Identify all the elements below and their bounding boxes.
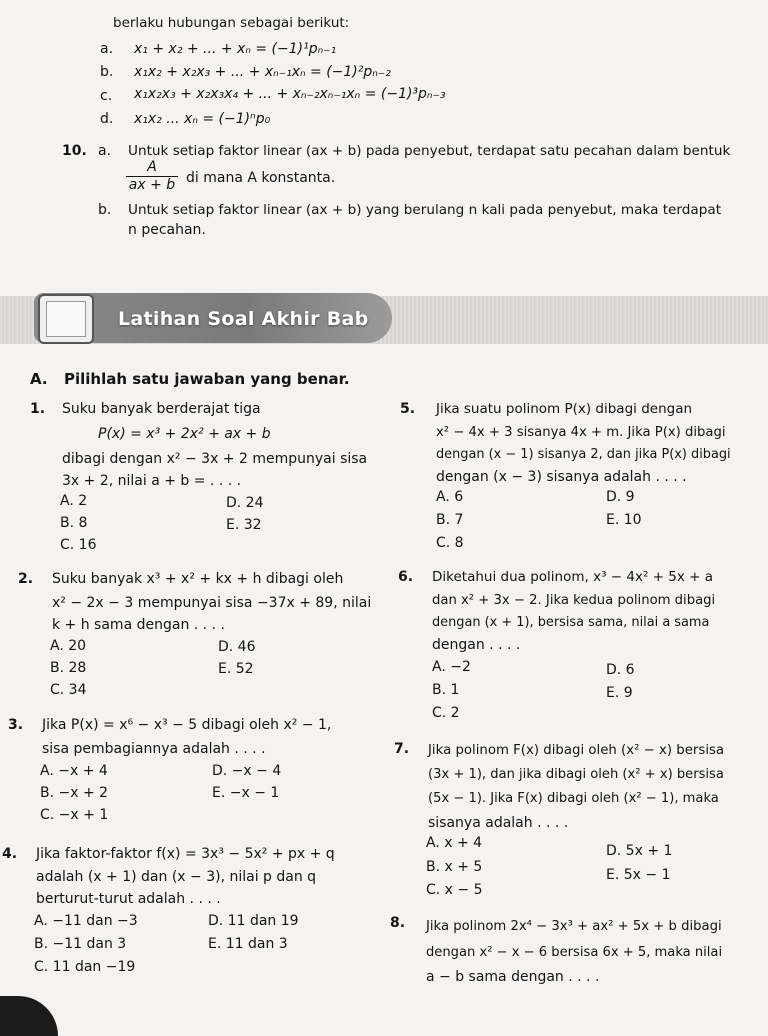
q5-line-3: dengan (x − 1) sisanya 2, dan jika P(x) dibagi (436, 447, 731, 462)
q1-line-3: dibagi dengan x² − 3x + 2 mempunyai sisa (62, 451, 368, 467)
q1-option-c[interactable]: C. 16 (60, 537, 97, 553)
q3-option-d[interactable]: D. −x − 4 (212, 763, 282, 779)
q8-line-1: Jika polinom 2x⁴ − 3x³ + ax² + 5x + b dibagi (426, 919, 722, 934)
q1-line-2: P(x) = x³ + 2x² + ax + b (98, 426, 271, 442)
q2-line-2: x² − 2x − 3 mempunyai sisa −37x + 89, nilai (52, 595, 372, 611)
relation-d-expr: x₁x₂ ... xₙ = (−1)ⁿp₀ (134, 111, 271, 127)
relation-a-letter: a. (100, 41, 114, 57)
q5-line-4: dengan (x − 3) sisanya adalah . . . . (436, 469, 687, 485)
q6-option-a[interactable]: A. −2 (432, 659, 471, 675)
notebook-icon (38, 294, 94, 344)
fraction-denominator: ax + b (128, 177, 176, 193)
q4-line-2: adalah (x + 1) dan (x − 3), nilai p dan q (36, 869, 317, 885)
q1-option-d[interactable]: D. 24 (226, 495, 264, 511)
q3-option-a[interactable]: A. −x + 4 (40, 763, 108, 779)
part-a-letter: A. (30, 370, 48, 388)
q4-option-a[interactable]: A. −11 dan −3 (34, 913, 138, 929)
q2-option-b[interactable]: B. 28 (50, 660, 87, 676)
q6-line-2: dan x² + 3x − 2. Jika kedua polinom dibagi (432, 593, 716, 608)
q2-line-3: k + h sama dengan . . . . (52, 617, 225, 633)
q6-option-c[interactable]: C. 2 (432, 705, 460, 721)
relation-d-letter: d. (100, 111, 114, 127)
q8-number: 8. (390, 915, 406, 931)
q5-option-b[interactable]: B. 7 (436, 512, 464, 528)
q5-option-a[interactable]: A. 6 (436, 489, 464, 505)
q6-option-d[interactable]: D. 6 (606, 662, 635, 678)
q6-option-e[interactable]: E. 9 (606, 685, 633, 701)
q1-line-4: 3x + 2, nilai a + b = . . . . (62, 473, 242, 489)
q4-option-b[interactable]: B. −11 dan 3 (34, 936, 127, 952)
q4-number: 4. (2, 846, 18, 862)
relation-b-expr: x₁x₂ + x₂x₃ + ... + xₙ₋₁xₙ = (−1)²pₙ₋₂ (134, 64, 391, 80)
relation-c-letter: c. (100, 88, 113, 104)
q7-line-2: (3x + 1), dan jika dibagi oleh (x² + x) bersisa (428, 767, 724, 782)
q3-option-e[interactable]: E. −x − 1 (212, 785, 280, 801)
q6-line-1: Diketahui dua polinom, x³ − 4x² + 5x + a (432, 569, 714, 585)
q5-option-c[interactable]: C. 8 (436, 535, 464, 551)
item-10b-letter: b. (98, 202, 112, 218)
q7-option-c[interactable]: C. x − 5 (426, 882, 483, 898)
q3-option-b[interactable]: B. −x + 2 (40, 785, 109, 801)
q4-option-e[interactable]: E. 11 dan 3 (208, 936, 288, 952)
q6-option-b[interactable]: B. 1 (432, 682, 460, 698)
q2-option-a[interactable]: A. 20 (50, 638, 87, 654)
q6-line-4: dengan . . . . (432, 637, 521, 653)
q5-line-2: x² − 4x + 3 sisanya 4x + m. Jika P(x) dibagi (436, 425, 726, 440)
item-10a-letter: a. (98, 143, 112, 159)
q1-option-e[interactable]: E. 32 (226, 517, 262, 533)
page-corner-shadow (0, 996, 58, 1036)
item-10a-after: di mana A konstanta. (186, 170, 336, 186)
q5-option-d[interactable]: D. 9 (606, 489, 635, 505)
q1-number: 1. (30, 401, 46, 417)
item-10b-text-2: n pecahan. (128, 222, 206, 238)
q7-line-3: (5x − 1). Jika F(x) dibagi oleh (x² − 1), maka (428, 791, 719, 806)
q7-option-e[interactable]: E. 5x − 1 (606, 867, 671, 883)
q7-option-d[interactable]: D. 5x + 1 (606, 843, 673, 859)
q3-option-c[interactable]: C. −x + 1 (40, 807, 109, 823)
relation-b-letter: b. (100, 64, 114, 80)
q5-number: 5. (400, 401, 416, 417)
q4-line-3: berturut-turut adalah . . . . (36, 891, 221, 907)
intro-text: berlaku hubungan sebagai berikut: (113, 15, 350, 31)
part-a-instruction: Pilihlah satu jawaban yang benar. (64, 370, 350, 388)
q5-line-1: Jika suatu polinom P(x) dibagi dengan (436, 401, 693, 417)
q6-line-3: dengan (x + 1), bersisa sama, nilai a sama (432, 615, 710, 630)
item-10-number: 10. (62, 143, 87, 159)
q1-option-b[interactable]: B. 8 (60, 515, 88, 531)
q7-number: 7. (394, 741, 410, 757)
q3-line-2: sisa pembagiannya adalah . . . . (42, 741, 266, 757)
q2-option-c[interactable]: C. 34 (50, 682, 87, 698)
q1-option-a[interactable]: A. 2 (60, 493, 88, 509)
q8-line-3: a − b sama dengan . . . . (426, 969, 600, 985)
relation-a-expr: x₁ + x₂ + ... + xₙ = (−1)¹pₙ₋₁ (134, 41, 337, 57)
q7-line-4: sisanya adalah . . . . (428, 815, 569, 831)
q1-line-1: Suku banyak berderajat tiga (62, 401, 261, 417)
q4-option-d[interactable]: D. 11 dan 19 (208, 913, 299, 929)
q7-line-1: Jika polinom F(x) dibagi oleh (x² − x) bersisa (428, 743, 725, 758)
fraction-a-over-ax-b (126, 160, 178, 193)
item-10b-text: Untuk setiap faktor linear (ax + b) yang berulang n kali pada penyebut, maka terdapat (128, 202, 722, 218)
q8-line-2: dengan x² − x − 6 bersisa 6x + 5, maka nilai (426, 945, 723, 960)
q3-line-1: Jika P(x) = x⁶ − x³ − 5 dibagi oleh x² − 1, (42, 717, 332, 733)
q5-option-e[interactable]: E. 10 (606, 512, 642, 528)
fraction-numerator: A (147, 159, 157, 175)
section-title: Latihan Soal Akhir Bab (118, 308, 369, 330)
q2-number: 2. (18, 571, 34, 587)
q2-option-d[interactable]: D. 46 (218, 639, 256, 655)
item-10a-text: Untuk setiap faktor linear (ax + b) pada penyebut, terdapat satu pecahan dalam bentuk (128, 143, 731, 159)
q7-option-b[interactable]: B. x + 5 (426, 859, 483, 875)
q2-option-e[interactable]: E. 52 (218, 661, 254, 677)
q6-number: 6. (398, 569, 414, 585)
q3-number: 3. (8, 717, 24, 733)
q4-line-1: Jika faktor-faktor f(x) = 3x³ − 5x² + px + q (36, 846, 335, 862)
q7-option-a[interactable]: A. x + 4 (426, 835, 483, 851)
relation-c-expr: x₁x₂x₃ + x₂x₃x₄ + ... + xₙ₋₂xₙ₋₁xₙ = (−1)³pₙ₋₃ (134, 86, 446, 102)
q2-line-1: Suku banyak x³ + x² + kx + h dibagi oleh (52, 571, 344, 587)
q4-option-c[interactable]: C. 11 dan −19 (34, 959, 136, 975)
